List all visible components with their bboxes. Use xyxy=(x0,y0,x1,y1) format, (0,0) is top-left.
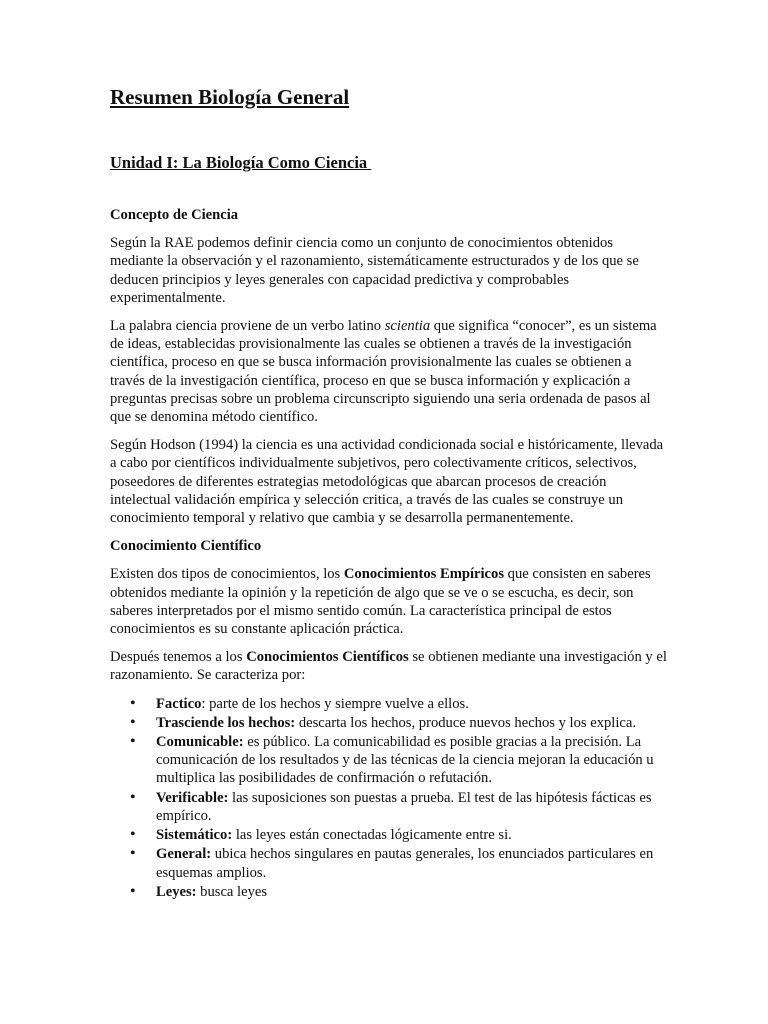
list-item xyxy=(156,826,670,844)
section-heading-concepto: Concepto de Ciencia xyxy=(110,207,239,223)
item-term: Verificable: xyxy=(156,789,229,806)
paragraph: Según Hodson (1994) la ciencia es una actividad condicionada social e históricamente, llevada a cabo por científicos individualmente subjetivos, pero colectivamente críticos, selectivos, poseedores de diferentes estrategias metodológicas que abarcan procesos de creación intelectual validación empírica y selección critica, a través de las cuales se construye un conocimiento temporal y relativo que cambia y se desarrolla permanentemente. xyxy=(110,437,664,527)
item-text: es público. La comunicabilidad es posible gracias a la precisión. La comunicación de los resultados y de las técnicas de la ciencia mejoran la educación u multiplica las posibilidades de confirmación o refutación. xyxy=(156,734,654,787)
item-term: Sistemático: xyxy=(156,827,233,844)
unit-heading: Unidad I: La Biología Como Ciencia xyxy=(110,153,372,172)
bold-term: Conocimientos Científicos xyxy=(246,649,409,666)
list-item xyxy=(156,733,670,788)
item-term: General: xyxy=(156,846,212,863)
item-text: ubica hechos singulares en pautas generales, los enunciados particulares en esquemas amplios. xyxy=(156,846,654,881)
paragraph-text: Existen dos tipos de conocimientos, los xyxy=(110,566,344,583)
item-text: las suposiciones son puestas a prueba. El test de las hipótesis fácticas es empírico. xyxy=(156,789,652,824)
list-item xyxy=(156,695,670,713)
paragraph-text: se obtienen mediante una investigación y el razonamiento. Se caracteriza por: xyxy=(110,649,667,684)
section-heading-conocimiento: Conocimiento Científico xyxy=(110,538,262,555)
item-term: Comunicable: xyxy=(156,734,244,751)
list-item xyxy=(156,714,670,732)
item-term: Trasciende los hechos: xyxy=(156,714,296,731)
list-item xyxy=(156,883,670,901)
item-text: : parte de los hechos y siempre vuelve a ellos. xyxy=(201,695,469,712)
paragraph: Según la RAE podemos definir ciencia como un conjunto de conocimientos obtenidos mediante la observación y el razonamiento, sistemáticamente estructurados y de los que se deducen principios y leyes generales con capacidad predictiva y comprobables experimentalmente. xyxy=(110,235,639,306)
bold-term: Conocimientos Empíricos xyxy=(343,566,505,583)
paragraph xyxy=(110,565,670,638)
paragraph-text: que consisten en saberes obtenidos mediante la opinión y la repetición de algo que se ve o se escucha, es decir, son saberes interpretados por el mismo sentido común. La característica principal de estos conocimientos es su constante aplicación práctica. xyxy=(110,566,651,638)
item-text: descarta los hechos, produce nuevos hechos y los explica. xyxy=(295,714,637,731)
document-title: Resumen Biología General xyxy=(110,85,350,109)
paragraph-text: que significa “conocer”, es un sistema de ideas, establecidas provisionalmente las cuales se obtienen a través de la investigación científica, proceso en que se busca información provisionalmente las cuales se obtienen a través de la investigación científica, proceso en que se busca información y explicación a preguntas precisas sobre un problema circunscripto siguiendo una seria ordenada de pasos al que se denomina método científico. xyxy=(110,318,657,426)
item-term: Factico xyxy=(156,695,202,712)
item-term: Leyes: xyxy=(156,883,197,900)
list-item xyxy=(156,845,670,881)
characteristics-list xyxy=(110,695,670,901)
paragraph-text: Después tenemos a los xyxy=(110,649,247,666)
document-body xyxy=(110,206,670,902)
paragraph xyxy=(110,317,670,426)
paragraph xyxy=(110,648,670,684)
item-text: busca leyes xyxy=(196,883,268,900)
paragraph-text: La palabra ciencia proviene de un verbo latino xyxy=(110,318,385,335)
list-item xyxy=(156,789,670,825)
latin-term: scientia xyxy=(384,318,431,335)
item-text: las leyes están conectadas lógicamente entre si. xyxy=(232,827,512,844)
